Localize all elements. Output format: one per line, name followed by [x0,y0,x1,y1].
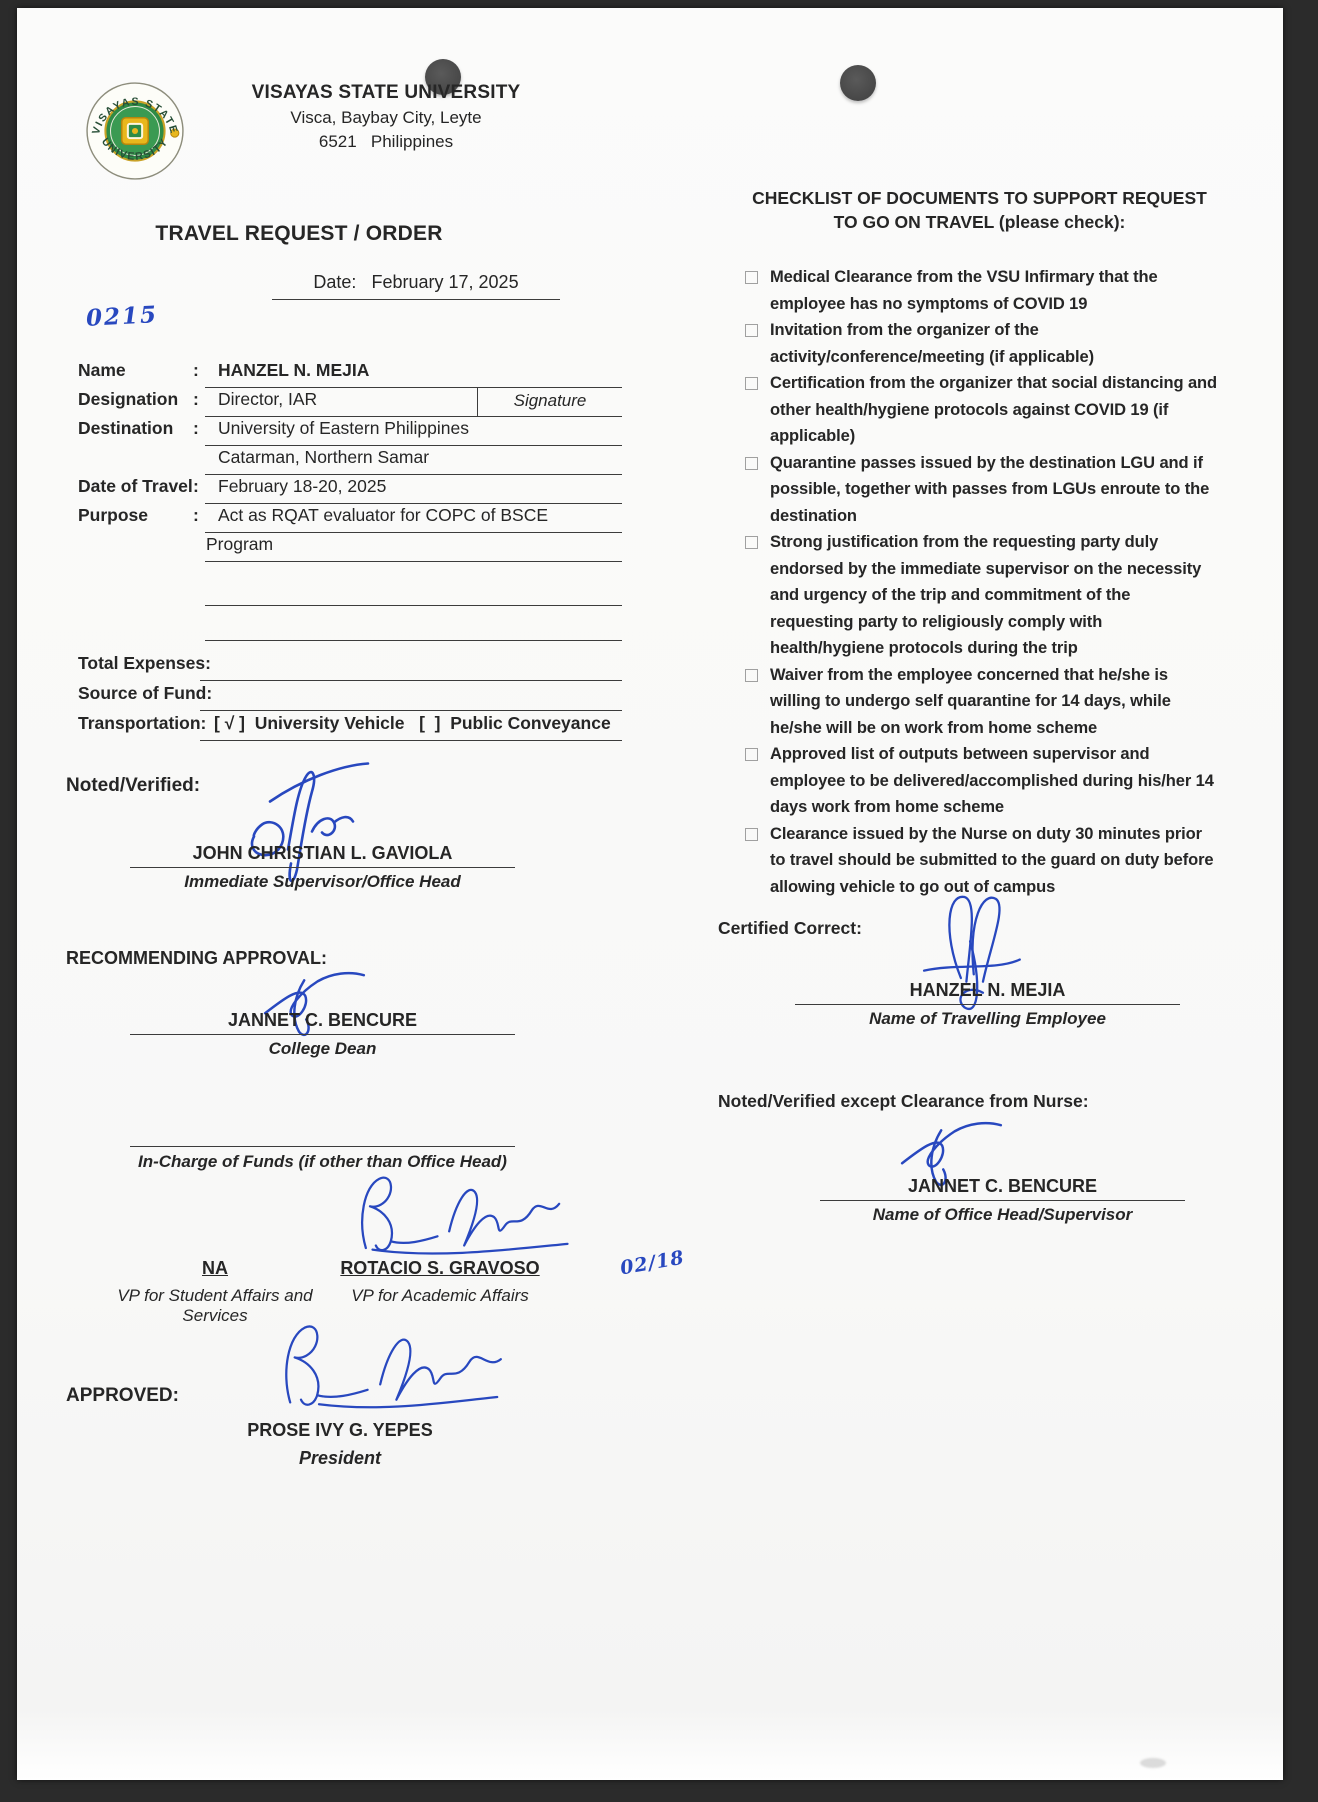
vp-student-affairs-name: NA [202,1258,228,1278]
checkbox-icon [745,271,758,284]
checkbox-icon [745,324,758,337]
checklist-item: Quarantine passes issued by the destination LGU and if possible, together with passes from LGUs enroute to the destination [745,450,1217,530]
employee-name: HANZEL N. MEJIA [795,980,1180,1005]
signature-box [477,388,622,416]
date-field [272,272,560,300]
transportation-field [66,713,626,741]
date-of-travel-field: Date of Travel : February 18-20, 2025 [66,476,626,504]
form-title: TRAVEL REQUEST / ORDER [155,222,443,245]
signature-box-label: Signature [513,391,587,410]
employee-title: Name of Travelling Employee [869,1009,1106,1028]
checkbox-icon [745,457,758,470]
university-name: VISAYAS STATE UNIVERSITY [251,82,521,103]
checklist-item: Clearance issued by the Nurse on duty 30 minutes prior to travel should be submitted to the guard on duty before allowing vehicle to go out of campus [745,821,1217,901]
handwritten-control-number: 0215 [85,301,159,332]
designation-value: Director, IAR [218,389,318,409]
punch-hole-right [840,65,876,101]
transportation-value: [ √ ] University Vehicle [ ] Public Conveyance [214,713,611,733]
scan-smudge [1140,1758,1166,1768]
checkbox-icon [745,536,758,549]
letterhead [238,82,534,152]
name-value: HANZEL N. MEJIA [218,360,370,380]
in-charge-of-funds-title: In-Charge of Funds (if other than Office Head) [138,1152,507,1171]
office-head-title: Name of Office Head/Supervisor [872,1205,1133,1224]
supervisor-title: Immediate Supervisor/Office Head [184,872,461,891]
designation-label: Designation [78,389,179,409]
destination-field: Destination : University of Eastern Philippines [66,418,626,446]
vp-academic-affairs-signatory [330,1258,550,1306]
date-label: Date: [313,272,357,292]
noted-verified-label: Noted/Verified: [66,775,201,796]
date-value: February 17, 2025 [371,272,519,292]
seal-text-bottom: UNIVERSITY [98,135,172,164]
in-charge-of-funds-line [130,1122,515,1147]
supervisor-signatory [130,843,515,892]
noted-verified-except-label: Noted/Verified except Clearance from Nurse: [718,1091,1089,1111]
destination-field-line2 [66,447,626,475]
destination-value-line2: Catarman, Northern Samar [218,447,430,467]
checklist-item: Strong justification from the requesting party duly endorsed by the immediate supervisor on the necessity and urgency of the trip and commitment of the requesting party to religiously comply with health/hygiene protocols during the trip [745,529,1217,662]
recommending-approval-label: RECOMMENDING APPROVAL: [66,948,327,968]
transportation-label: Transportation: [78,713,207,733]
total-expenses-label: Total Expenses: [78,653,211,673]
purpose-field: Purpose : Act as RQAT evaluator for COPC of BSCE [66,505,626,533]
name-field: Name : HANZEL N. MEJIA [66,360,626,388]
designation-field: Designation : Director, IAR [66,389,626,417]
blank-line [205,580,622,606]
purpose-label: Purpose [78,505,149,525]
destination-value-line1: University of Eastern Philippines [218,418,469,438]
blank-line [205,615,622,641]
vp-academic-affairs-name: ROTACIO S. GRAVOSO [340,1258,540,1278]
date-of-travel-value: February 18-20, 2025 [218,476,387,496]
dean-signatory [130,1010,515,1059]
checklist-item: Approved list of outputs between supervisor and employee to be delivered/accomplished during his/her 14 days work from home scheme [745,741,1217,821]
checklist-item: Invitation from the organizer of the activity/conference/meeting (if applicable) [745,317,1217,370]
checklist [745,264,1217,900]
checklist-heading [742,186,1217,234]
checkbox-icon [745,748,758,761]
signature-gravoso-ink [320,1168,615,1268]
university-address-line2: 6521 Philippines [318,132,454,151]
certified-correct-label: Certified Correct: [718,918,862,938]
seal-text-top: VISAYAS STATE [90,95,180,136]
vp-academic-affairs-title: VP for Academic Affairs [351,1286,529,1305]
checkbox-icon [745,669,758,682]
approved-label: APPROVED: [66,1385,179,1406]
vsu-seal-logo [84,80,186,182]
dean-title: College Dean [268,1039,377,1058]
checklist-item: Certification from the organizer that social distancing and other health/hygiene protocols against COVID 19 (if applicable) [745,370,1217,450]
checklist-heading-line2: TO GO ON TRAVEL (please check): [833,212,1126,232]
purpose-field-line2 [66,534,626,562]
checklist-item: Medical Clearance from the VSU Infirmary that the employee has no symptoms of COVID 19 [745,264,1217,317]
employee-signatory [795,980,1180,1029]
president-title: President [298,1448,382,1468]
signature-yepes-ink [225,1316,575,1424]
checkbox-icon [745,828,758,841]
handwritten-date: 02/18 [618,1246,687,1280]
vp-student-affairs-title: VP for Student Affairs and Services [117,1286,313,1325]
total-expenses-field [66,653,626,681]
dean-name: JANNET C. BENCURE [130,1010,515,1035]
source-of-fund-label: Source of Fund: [78,683,213,703]
date-of-travel-label: Date of Travel [78,476,193,496]
president-name: PROSE IVY G. YEPES [247,1420,433,1440]
university-address-line1: Visca, Baybay City, Leyte [290,108,482,127]
checkbox-icon [745,377,758,390]
purpose-value-line1: Act as RQAT evaluator for COPC of BSCE [218,505,549,525]
office-head-signatory [820,1176,1185,1225]
destination-label: Destination [78,418,174,438]
purpose-value-line2: Program [206,534,274,554]
supervisor-name: JOHN CHRISTIAN L. GAVIOLA [130,843,515,868]
checklist-heading-line1: CHECKLIST OF DOCUMENTS TO SUPPORT REQUEST [752,188,1207,208]
president-signatory [180,1420,500,1469]
name-label: Name [78,360,126,380]
checklist-item: Waiver from the employee concerned that he/she is willing to undergo self quarantine for 14 days, while he/she will be on work from home scheme [745,662,1217,742]
source-of-fund-field [66,683,626,711]
office-head-name: JANNET C. BENCURE [820,1176,1185,1201]
